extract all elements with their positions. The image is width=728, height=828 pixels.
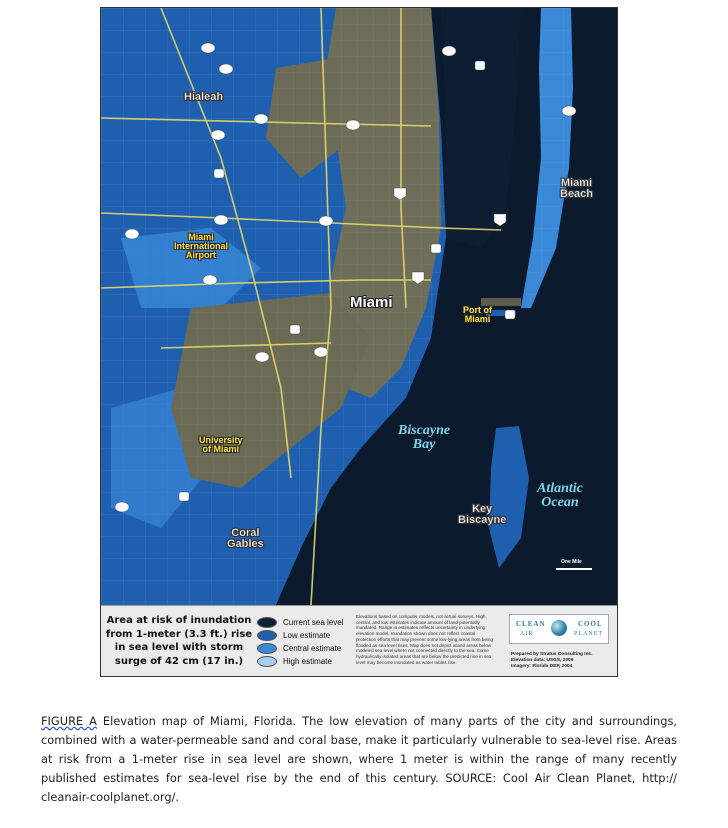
figure-caption <box>41 712 677 807</box>
route-marker <box>346 120 360 130</box>
caption-text: Elevation map of Miami, Florida. The low elevation of many parts of the city and surroundings, combined with a water-permeable sand and coral base, make it particularly vulnerable to sea-level rise. Areas at risk from a 1-meter rise in sea level are shown, where 1 meter is within the range of many recently published estimates for sea-level rise by the end of this century. SOURCE: Cool Air Clean Planet, http:// cleanair-coolplanet.org/. <box>41 714 678 804</box>
route-marker <box>179 492 189 501</box>
label-biscayne-bay: Biscayne Bay <box>398 423 451 452</box>
label-airport: Miami International Airport <box>174 232 229 260</box>
legend-title: Area at risk of inundation from 1-meter (3.3 ft.) rise in sea level with storm surge of 42 cm (17 in.) <box>105 615 253 667</box>
route-marker <box>214 169 224 178</box>
route-marker <box>475 61 485 70</box>
route-marker <box>562 106 576 116</box>
route-marker <box>125 229 139 239</box>
route-marker <box>442 46 456 56</box>
clean-air-cool-planet-logo <box>509 614 609 644</box>
logo-cool-text: COOL <box>578 620 603 628</box>
label-port-of-miami: Port of Miami <box>463 305 492 324</box>
swatch-current-sea-level <box>257 617 277 628</box>
route-marker <box>505 310 515 319</box>
route-marker <box>314 347 328 357</box>
logo-air-text: AIR <box>520 631 534 637</box>
legend-label: Central estimate <box>283 643 342 653</box>
label-atlantic-ocean: Atlantic Ocean <box>537 481 583 510</box>
route-marker <box>254 114 268 124</box>
caption-label: FIGURE A <box>41 714 97 728</box>
legend-label: Current sea level <box>283 617 344 627</box>
legend-label: High estimate <box>283 656 332 666</box>
map-figure <box>100 7 618 677</box>
route-marker <box>255 352 269 362</box>
route-marker <box>115 502 129 512</box>
credit-line: Elevation data: USGS, 2009 <box>511 658 574 664</box>
credit-line: Prepared by Stratus Consulting Inc. <box>511 652 593 657</box>
swatch-high-estimate <box>257 656 277 667</box>
label-hialeah: Hialeah <box>184 91 224 103</box>
swatch-low-estimate <box>257 630 277 641</box>
label-university-of-miami: University of Miami <box>199 435 243 454</box>
map-legend <box>101 605 618 677</box>
scale-bar <box>556 568 592 570</box>
route-marker <box>214 215 228 225</box>
legend-item-central <box>257 642 341 654</box>
legend-item-low <box>257 629 330 641</box>
label-miami-beach: Miami Beach <box>560 177 594 200</box>
logo-planet-text: PLANET <box>574 631 603 637</box>
route-marker <box>290 325 300 334</box>
legend-label: Low estimate <box>283 630 331 640</box>
route-marker <box>203 275 217 285</box>
globe-icon <box>551 620 567 636</box>
label-miami: Miami <box>350 294 393 311</box>
scale-label: One Mile <box>561 559 582 565</box>
route-marker <box>319 216 333 226</box>
label-key-biscayne: Key Biscayne <box>458 503 507 526</box>
map-credits <box>511 652 593 671</box>
swatch-central-estimate <box>257 643 277 654</box>
route-marker <box>201 43 215 53</box>
route-marker <box>219 64 233 74</box>
logo-clean-text: CLEAN <box>516 620 546 628</box>
legend-notes: Elevations based on computer models, not actual surveys. High, central, and low estimates indicate amount of land potentially inundated. Range in estimates reflects uncertainty in underlying elevation model. Inundation shown does not reflect coastal protection efforts that may prevent some low-lying areas from being flooded as sea level rises. Map does not depict inland areas below modeled sea level where not connected directly to the sea. Some hydraulically isolated areas that are below the predicted rise in sea level may become inundated as water tables rise. <box>356 614 494 665</box>
credit-line: Imagery: Florida DEP, 2004 <box>511 664 573 670</box>
label-coral-gables: Coral Gables <box>227 527 264 550</box>
legend-item-current <box>257 616 343 628</box>
route-marker <box>211 130 225 140</box>
route-marker <box>431 244 441 253</box>
legend-item-high <box>257 655 332 667</box>
